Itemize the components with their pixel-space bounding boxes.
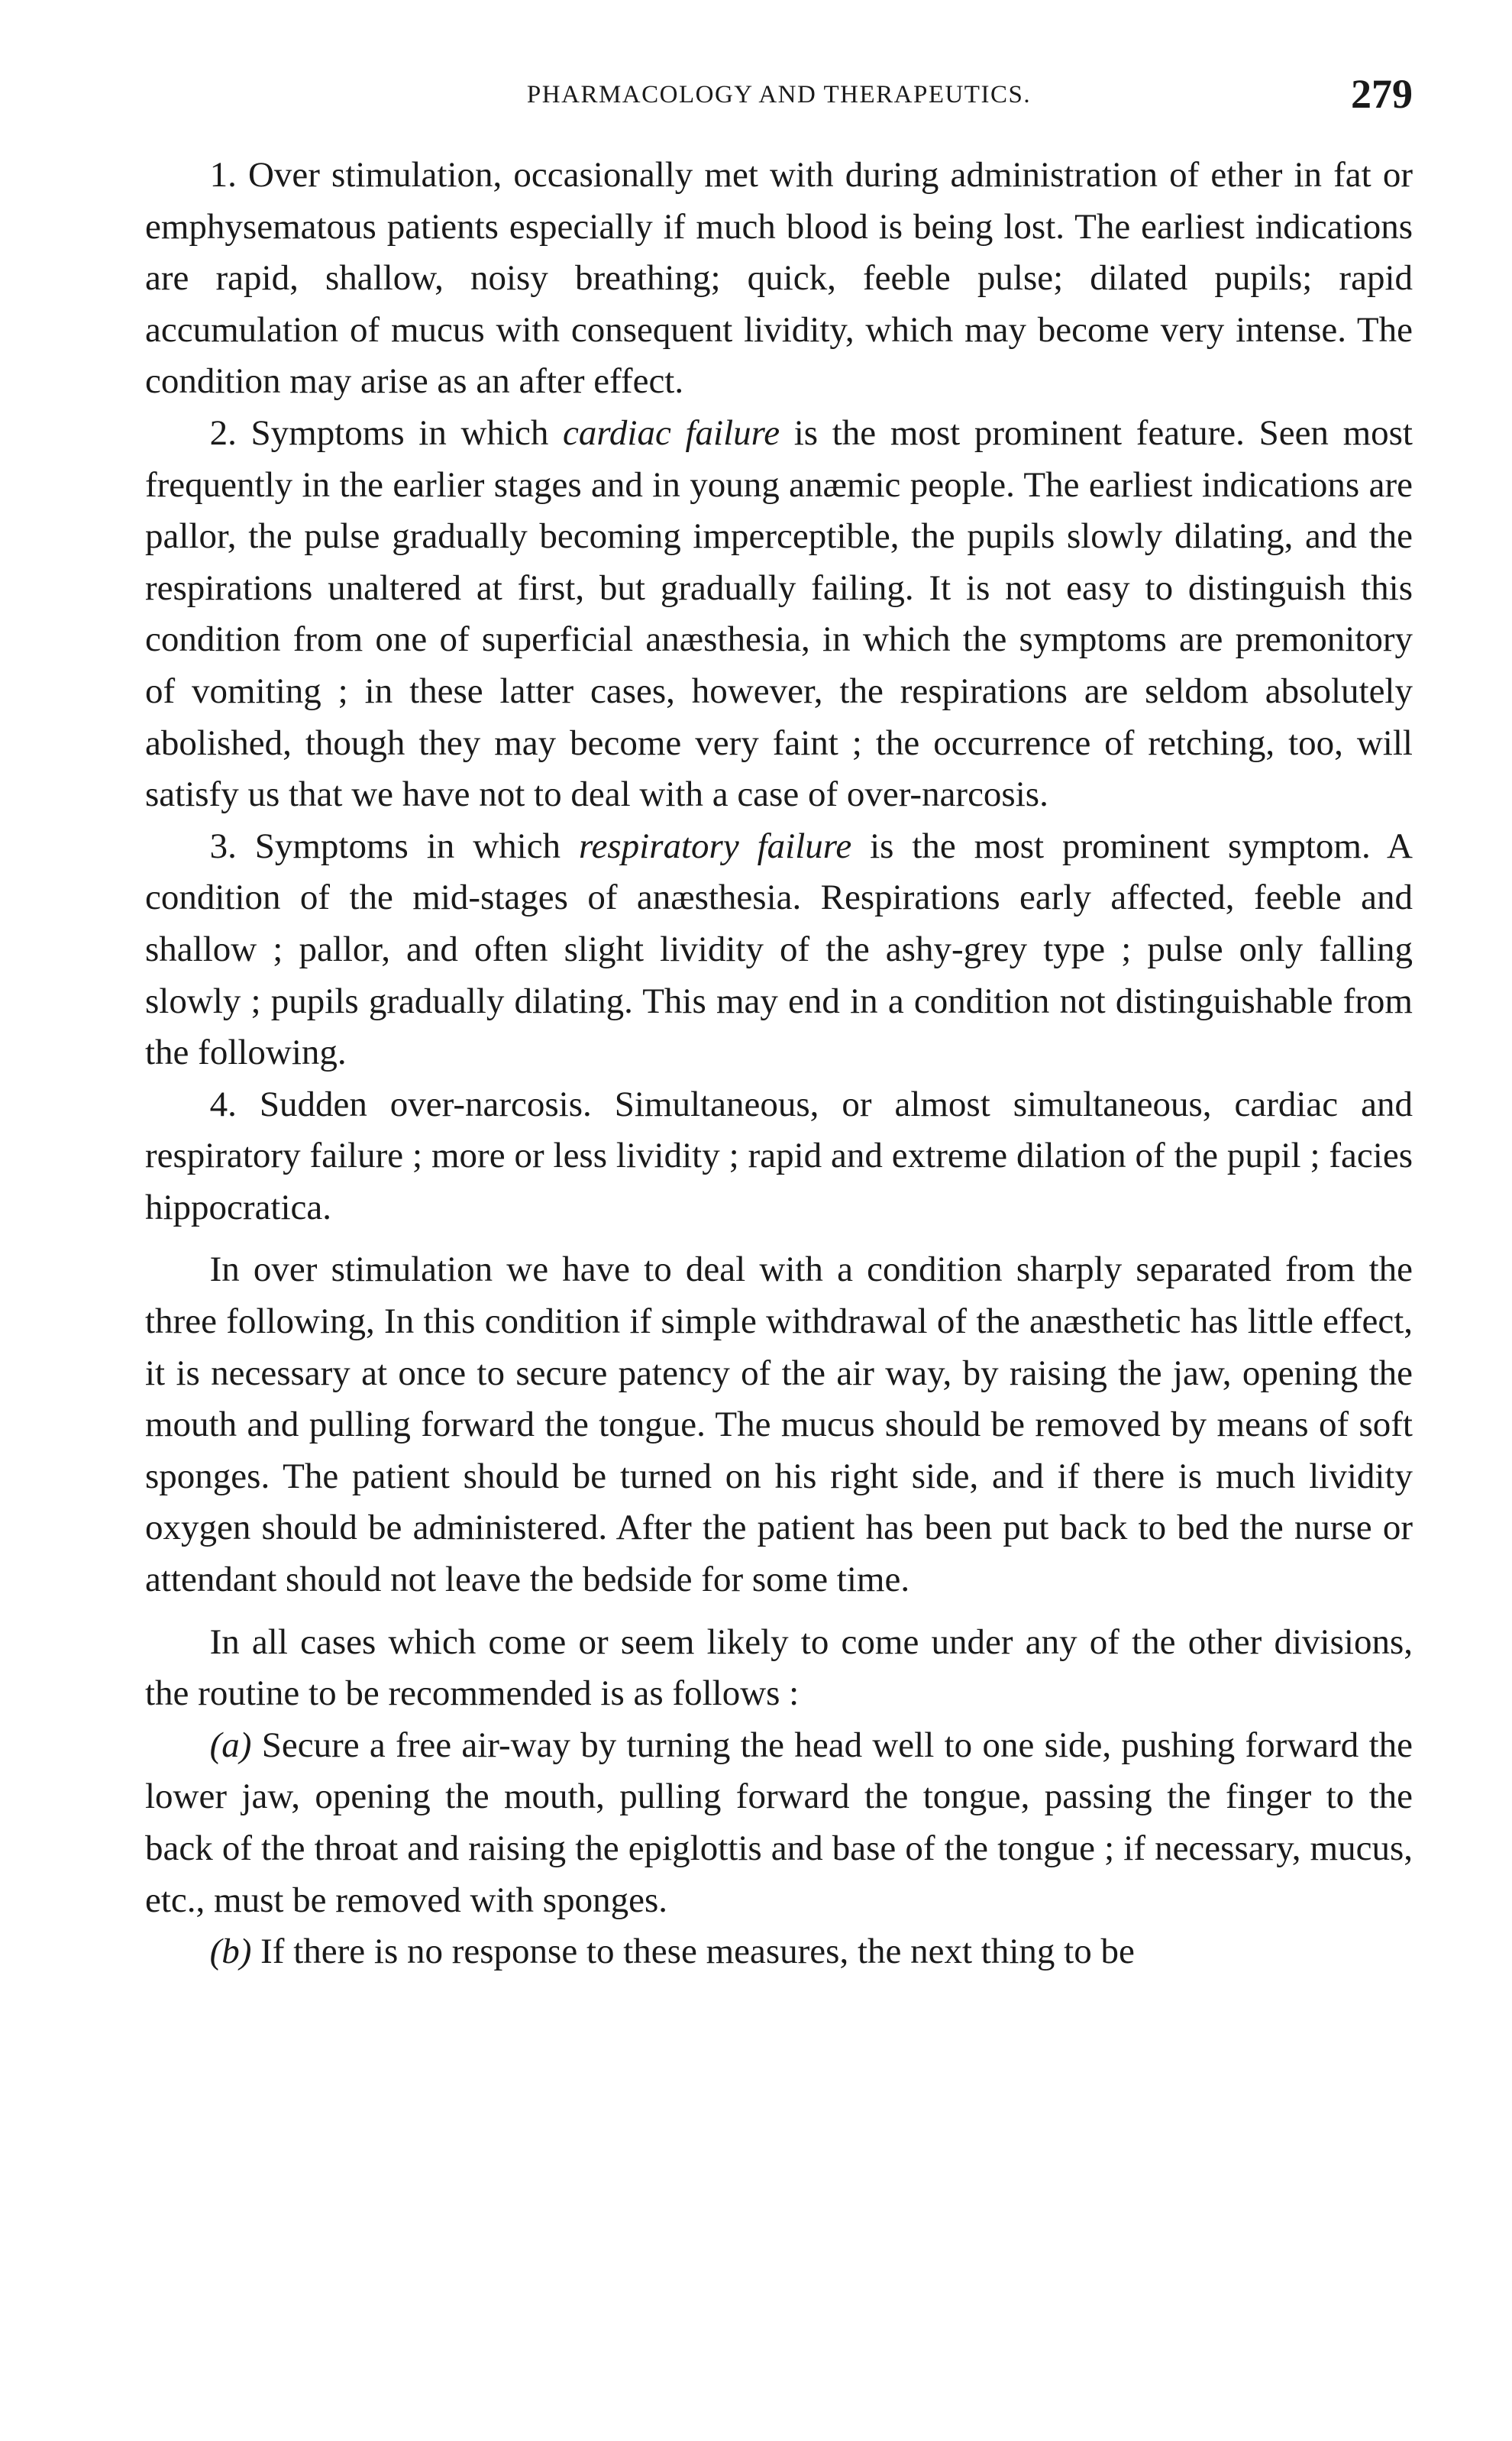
paragraph-text: If there is no response to these measures, the next thing to be: [251, 1932, 1135, 1972]
paragraph-cardiac-failure: [145, 408, 1413, 821]
paragraph-respiratory-failure: [145, 821, 1413, 1079]
list-label: (a): [209, 1725, 252, 1765]
paragraph-over-stimulation: 1. Over stimulation, occasionally met with during administration of ether in fat or emphysematous patients especially if much blood is being lost. The earliest indications are rapid, shallow, noisy breathing; quick, feeble pulse; dilated pupils; rapid accumulation of mucus with consequent lividity, which may become very intense. The condition may arise as an after effect.: [145, 155, 1413, 402]
paragraph-sudden-over-narcosis: 4. Sudden over-narcosis. Simultaneous, or almost simultaneous, cardiac and respiratory failure ; more or less lividity ; rapid and extreme dilation of the pupil ; facies hippocratica.: [145, 1084, 1413, 1227]
paragraph-text: Secure a free air-way by turning the head well to one side, pushing forward the lower jaw, opening the mouth, pulling forward the tongue, passing the finger to the back of the throat and raising the epiglottis and base of the tongue ; if necessary, mucus, etc., must be removed with sponges.: [145, 1725, 1413, 1920]
paragraph-over-stimulation-treatment: In over stimulation we have to deal with a condition sharply separated from the three following, In this condition if simple withdrawal of the anæsthetic has little effect, it is necessary at once to secure patency of the air way, by raising the jaw, opening the mouth and pulling forward the tongue. The mucus should be removed by means of soft sponges. The patient should be turned on his right side, and if there is much lividity oxygen should be administered. After the patient has been put back to bed the nurse or attendant should not leave the bedside for some time.: [145, 1250, 1413, 1600]
italic-term: cardiac failure: [563, 412, 780, 453]
paragraph-routine-b: [145, 1926, 1413, 1978]
paragraph-routine-a: [145, 1720, 1413, 1926]
page-number: 279: [1351, 71, 1413, 117]
paragraph-text: is the most prominent symptom. A condition of the mid-stages of anæsthesia. Respirations early affected, feeble and shallow ; pallor, and often slight lividity of the ashy-grey type ; pulse only falling slowly ; pupils gradually dilating. This may end in a condition not distinguishable from the following.: [145, 826, 1413, 1073]
paragraph-routine-intro: In all cases which come or seem likely to come under any of the other divisions, the routine to be recommended is as follows :: [145, 1621, 1413, 1714]
page-header: [145, 70, 1413, 116]
running-head: PHARMACOLOGY AND THERAPEUTICS.: [526, 81, 1032, 108]
list-label: (b): [209, 1932, 252, 1972]
body-text: [145, 150, 1413, 1978]
paragraph-text: 2. Symptoms in which: [209, 412, 563, 453]
italic-term: respiratory failure: [578, 826, 852, 866]
paragraph-text: is the most prominent feature. Seen most frequently in the earlier stages and in young anæmic people. The earliest indications are pallor, the pulse gradually becoming imperceptible, the pupils slowly dilating, and the respirations unaltered at first, but gradually failing. It is not easy to distinguish this condition from one of superficial anæsthesia, in which the symptoms are premonitory of vomiting ; in these latter cases, however, the respirations are seldom absolutely abolished, though they may become very faint ; the occurrence of retching, too, will satisfy us that we have not to deal with a case of over-narcosis.: [145, 412, 1413, 815]
paragraph-text: 3. Symptoms in which: [209, 826, 579, 866]
